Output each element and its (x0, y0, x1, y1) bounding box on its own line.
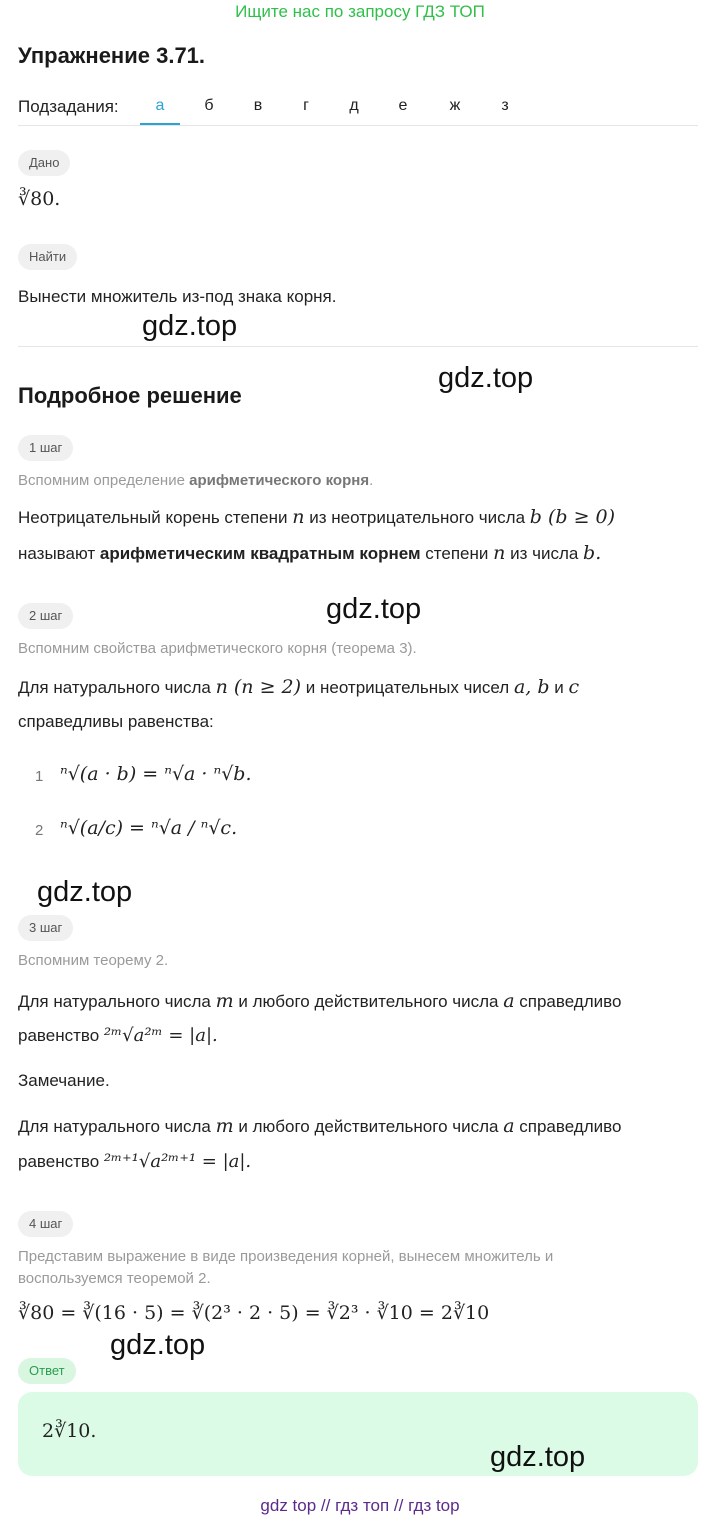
subtask-tab-e[interactable]: е (398, 97, 408, 114)
step3-line1: Для натурального числа m и любого действительного числа a справедливо (18, 990, 622, 1012)
step2-hint: Вспомним свойства арифметического корня (теорема 3). (18, 640, 417, 657)
watermark: gdz.top (142, 310, 238, 342)
given-expression: ∛80. (18, 188, 61, 210)
watermark: gdz.top (490, 1441, 586, 1473)
tabs-divider (18, 125, 698, 126)
step2-line2: справедливы равенства: (18, 712, 214, 731)
subtask-tab-a[interactable]: а (155, 97, 165, 114)
step3-hint: Вспомним теорему 2. (18, 952, 169, 969)
step1-hint: Вспомним определение арифметического корня. (18, 472, 374, 489)
watermark: gdz.top (110, 1329, 206, 1361)
subtask-tab-z[interactable]: з (501, 97, 509, 114)
formula-number: 2 (35, 822, 44, 839)
step4-hint-line2: воспользуемся теоремой 2. (18, 1270, 211, 1287)
formula-product-root: ⁿ√(a · b) = ⁿ√a · ⁿ√b. (60, 763, 252, 785)
step1-line1: Неотрицательный корень степени n из неотрицательного числа b (b ≥ 0) (18, 506, 616, 528)
active-tab-indicator (140, 123, 180, 125)
formula-number: 1 (35, 768, 44, 785)
solution-title: Подробное решение (18, 383, 242, 408)
subtask-tab-b[interactable]: б (204, 97, 214, 114)
step1-pill: 1 шаг (18, 435, 73, 461)
subtask-tab-g[interactable]: г (303, 97, 309, 114)
step3-line2: равенство ²ᵐ√a²ᵐ = |a|. (18, 1025, 218, 1046)
subtask-tab-v[interactable]: в (253, 97, 263, 114)
step4-pill: 4 шаг (18, 1211, 73, 1237)
step4-hint-line1: Представим выражение в виде произведения корней, вынесем множитель и (18, 1248, 554, 1265)
subtask-tab-d[interactable]: д (349, 97, 359, 114)
remark-label: Замечание. (18, 1071, 110, 1090)
watermark: gdz.top (326, 593, 422, 625)
formula-quotient-root: ⁿ√(a/c) = ⁿ√a / ⁿ√c. (60, 817, 238, 839)
exercise-title: Упражнение 3.71. (18, 43, 206, 68)
subtask-tab-zh[interactable]: ж (449, 97, 461, 114)
step3-line3: Для натурального числа m и любого действительного числа a справедливо (18, 1115, 622, 1137)
section-divider (18, 346, 698, 347)
step3-pill: 3 шаг (18, 915, 73, 941)
answer-pill: Ответ (18, 1358, 76, 1384)
answer-value: 2∛10. (42, 1420, 97, 1442)
subtasks-label: Подзадания: (18, 97, 119, 116)
top-banner[interactable]: Ищите нас по запросу ГДЗ ТОП (235, 2, 485, 21)
step2-pill: 2 шаг (18, 603, 73, 629)
watermark: gdz.top (37, 876, 133, 908)
answer-box (18, 1392, 698, 1476)
step3-line4: равенство ²ᵐ⁺¹√a²ᵐ⁺¹ = |a|. (18, 1151, 252, 1172)
watermark: gdz.top (438, 362, 534, 394)
given-pill: Дано (18, 150, 70, 176)
step2-line1: Для натурального числа n (n ≥ 2) и неотрицательных чисел a, b и c (18, 676, 580, 698)
step4-formula: ∛80 = ∛(16 · 5) = ∛(2³ · 2 · 5) = ∛2³ · ∛10 = 2∛10 (18, 1302, 490, 1324)
find-text: Вынести множитель из-под знака корня. (18, 287, 337, 306)
find-pill: Найти (18, 244, 77, 270)
footer-links[interactable]: gdz top // гдз топ // гдз top (260, 1496, 460, 1515)
step1-line2: называют арифметическим квадратным корнем степени n из числа b. (18, 542, 602, 564)
